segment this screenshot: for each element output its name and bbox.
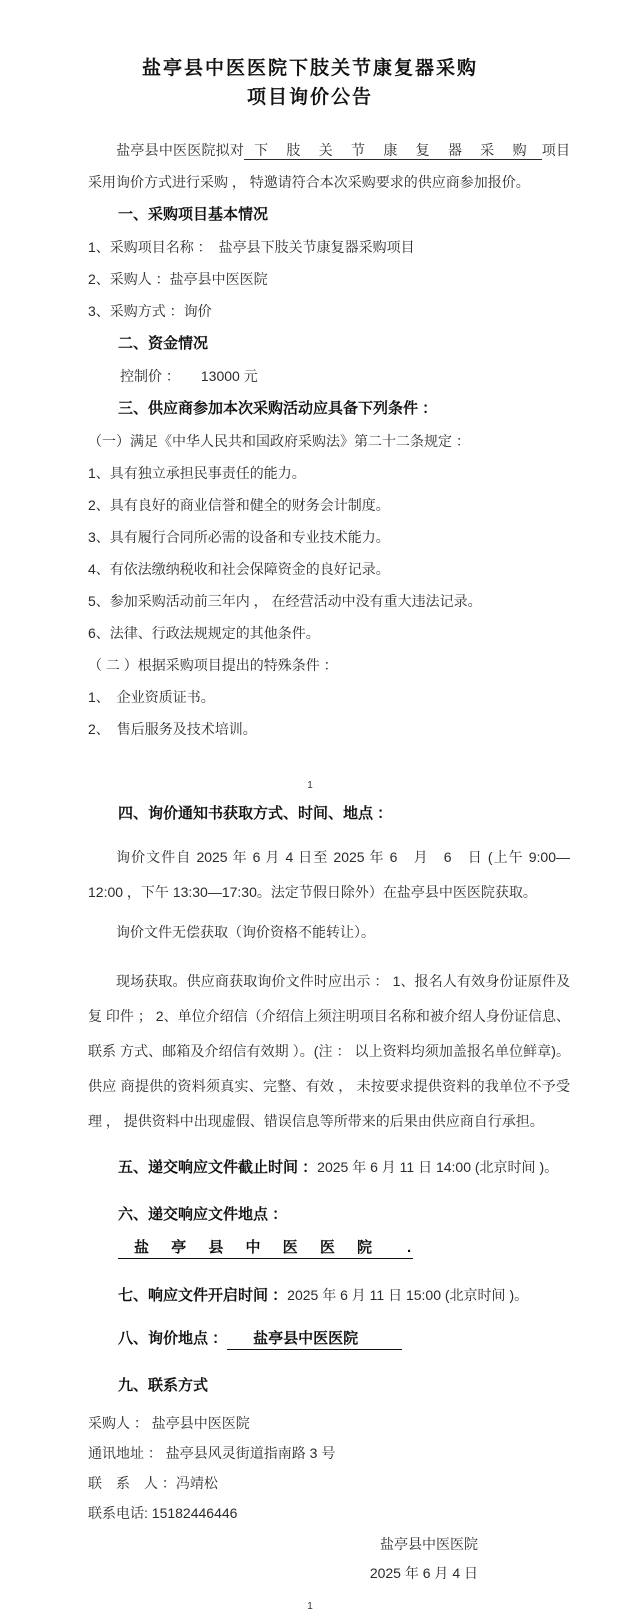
section-4-heading: 四、询价通知书获取方式、时间、地点 ： bbox=[118, 805, 393, 822]
intro-paragraph bbox=[88, 134, 570, 198]
inquiry-location-blank: 盐亭县中医医院 bbox=[227, 1330, 402, 1350]
section-8-heading: 八、询价地点 ： bbox=[118, 1330, 228, 1347]
contact-address: 通讯地址 ： 盐亭县风灵街道指南路 3 号 bbox=[88, 1445, 336, 1461]
section-3-item: 6、法律、行政法规规定的其他条件。 bbox=[88, 625, 320, 641]
section-3-heading: 三、供应商参加本次采购活动应具备下列条件 ： bbox=[118, 400, 438, 417]
response-location-dot: . bbox=[407, 1239, 412, 1256]
response-location-blank bbox=[118, 1239, 413, 1259]
section-1-heading: 一、采购项目基本情况 bbox=[118, 206, 269, 223]
section-1-item: 3、采购方式 ：询价 bbox=[88, 303, 212, 319]
section-3-item: 5、参加采购活动前三年内 ， 在经营活动中没有重大违法记录。 bbox=[88, 593, 482, 609]
section-2-heading: 二、资金情况 bbox=[118, 335, 209, 352]
section-1-item: 1、采购项目名称 ： 盐亭县下肢关节康复器采购项目 bbox=[88, 239, 415, 255]
page-number-footer: 1 bbox=[307, 1601, 313, 1612]
section-7-heading: 七、响应文件开启时间 ： bbox=[118, 1287, 288, 1304]
signature-date: 2025 年 6 月 4 日 bbox=[369, 1565, 478, 1581]
project-name-blank: 下 肢 关 节 康 复 器 采 购 bbox=[244, 142, 542, 160]
section-5-heading: 五、递交响应文件截止时间 ： bbox=[118, 1159, 318, 1176]
document-title-line1: 盐亭县中医医院下肢关节康复器采购 bbox=[141, 58, 478, 79]
section-8-line bbox=[118, 1322, 570, 1355]
section-3-item: 2、 售后服务及技术培训。 bbox=[88, 721, 257, 737]
section-3-item: 1、具有独立承担民事责任的能力。 bbox=[88, 465, 306, 481]
control-price-line: 控制价 ： 13000 元 bbox=[120, 368, 258, 384]
section-4-paragraph-2: 询价文件无偿获取（询价资格不能转让）。 bbox=[116, 924, 375, 940]
section-3-item: 4、有依法缴纳税收和社会保障资金的良好记录。 bbox=[88, 561, 390, 577]
section-3-item: 1、 企业资质证书。 bbox=[88, 689, 215, 705]
response-location-text: 盐 亭 县 中 医 医 院 bbox=[134, 1239, 382, 1256]
signature-org: 盐亭县中医医院 bbox=[380, 1536, 478, 1552]
section-9-heading: 九、联系方式 bbox=[118, 1377, 209, 1394]
section-4-paragraph-3: 现场获取。供应商获取询价文件时应出示 ： 1、报名人有效身份证原件及复 印件 ； 2、单位介绍信（介绍信上须注明项目名称和被介绍人身份证信息、联系 方式、邮箱及介绍信有效期 ）。(注 ： 以上资料均须加盖报名单位鲜章)。供应 商提供的资料须真实、完整、有效 ， 未按要求提供资料的我单位不予受理 ， 提供资料中出现虚假、错误信息等所带来的后果由供应商自行承担。 bbox=[88, 973, 570, 1129]
intro-suffix: 项目采用询价方式进行采购 ， 特邀请符合本次采购要求的供应商参加报价。 bbox=[88, 142, 571, 190]
section-7-value: 2025 年 6 月 11 日 15:00 (北京时间 )。 bbox=[287, 1287, 529, 1303]
section-3-item: 3、具有履行合同所必需的设备和专业技术能力。 bbox=[88, 529, 390, 545]
section-1-item: 2、采购人 ：盐亭县中医医院 bbox=[88, 271, 268, 287]
section-3-item: 2、具有良好的商业信誉和健全的财务会计制度。 bbox=[88, 497, 390, 513]
section-7-line bbox=[118, 1279, 570, 1312]
section-6-heading: 六、递交响应文件地点 ： bbox=[118, 1206, 288, 1223]
page-number-inline: 1 bbox=[307, 780, 313, 791]
section-3-item: （一）满足《中华人民共和国政府采购法》第二十二条规定 ： bbox=[88, 433, 470, 449]
document-title-line2: 项目询价公告 bbox=[246, 87, 373, 108]
contact-phone: 联系电话: 15182446446 bbox=[88, 1505, 238, 1521]
contact-purchaser: 采购人 ： 盐亭县中医医院 bbox=[88, 1415, 250, 1431]
section-6-line bbox=[118, 1198, 570, 1264]
section-5-value: 2025 年 6 月 11 日 14:00 (北京时间 )。 bbox=[317, 1159, 559, 1175]
contact-person: 联 系 人 ：冯靖松 bbox=[88, 1475, 218, 1491]
intro-prefix: 盐亭县中医医院拟对 bbox=[116, 142, 245, 158]
section-4-paragraph-1: 询价文件自 2025 年 6 月 4 日至 2025 年 6 月 6 日 (上午 9:00—12:00 ，下午 13:30—17:30。法定节假日除外）在盐亭县中医医院获取。 bbox=[88, 849, 570, 900]
section-5-line bbox=[118, 1151, 570, 1184]
section-3-item: （ 二 ）根据采购项目提出的特殊条件 ： bbox=[88, 657, 338, 673]
